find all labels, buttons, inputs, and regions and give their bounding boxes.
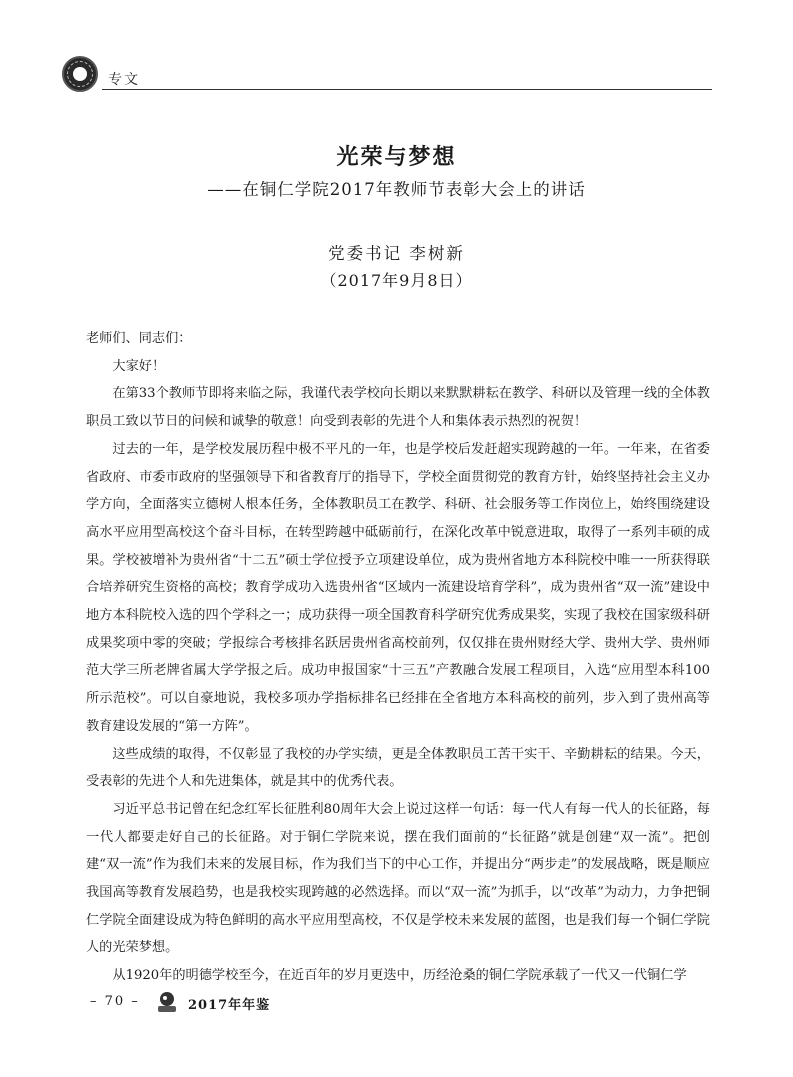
- paragraph: 大家好！: [112, 358, 166, 374]
- paragraph: 这些成绩的取得，不仅彰显了我校的办学实绩，更是全体教职员工苦干实干、辛勤耕耘的结果。今天，受表彰的先进个人和先进集体，就是其中的优秀代表。: [86, 746, 710, 790]
- page-footer: [90, 990, 390, 1020]
- page-number: – 70 –: [90, 994, 140, 1009]
- section-label: 专文: [108, 72, 140, 88]
- yearbook-label: 2017年年鉴: [188, 998, 271, 1013]
- paragraph: 习近平总书记曾在纪念红军长征胜利80周年大会上说过这样一句话：每一代人有每一代人的长征路，每一代人都要走好自己的长征路。对于铜仁学院来说，摆在我们面前的“长征路”就是创建“双一流”。把创建“双一流”作为我们未来的发展目标，作为我们当下的中心工作，并提出分“两步走”的发展战略，既是顺应我国高等教育发展趋势，也是我校实现跨越的必然选择。而以“双一流”为抓手，以“改革”为动力，力争把铜仁学院全面建设成为特色鲜明的高水平应用型高校，不仅是学校未来发展的蓝图，也是我们每一个铜仁学院人的光荣梦想。: [86, 801, 710, 956]
- page-header: [62, 56, 712, 96]
- mascot-icon: [154, 990, 180, 1014]
- paragraph: 在第33个教师节即将来临之际，我谨代表学校向长期以来默默耕耘在教学、科研以及管理一线的全体教职员工致以节日的问候和诚挚的敬意！向受到表彰的先进个人和集体表示热烈的祝贺！: [86, 386, 710, 430]
- paragraph: 从1920年的明德学校至今，在近百年的岁月更迭中，历经沧桑的铜仁学院承载了一代又一代铜仁学: [112, 968, 687, 984]
- header-rule: [102, 89, 712, 90]
- article-body: [86, 325, 710, 990]
- article-title: 光荣与梦想: [336, 144, 457, 170]
- article-date: （2017年9月8日）: [320, 271, 473, 290]
- university-logo-icon: [62, 56, 98, 92]
- article-subtitle: ——在铜仁学院2017年教师节表彰大会上的讲话: [207, 180, 586, 199]
- salutation: 老师们、同志们：: [86, 331, 192, 346]
- paragraph: 过去的一年，是学校发展历程中极不平凡的一年，也是学校后发赶超实现跨越的一年。一年来，在省委省政府、市委市政府的坚强领导下和省教育厅的指导下，学校全面贯彻党的教育方针，始终坚持社会主义办学方向，全面落实立德树人根本任务，全体教职员工在教学、科研、社会服务等工作岗位上，始终围绕建设高水平应用型高校这个奋斗目标，在转型跨越中砥砺前行，在深化改革中锐意进取，取得了一系列丰硕的成果。学校被增补为贵州省“十二五”硕士学位授予立项建设单位，成为贵州省地方本科院校中唯一一所获得联合培养研究生资格的高校；教育学成功入选贵州省“区域内一流建设培育学科”，成为贵州省“双一流”建设中地方本科院校入选的四个学科之一；成功获得一项全国教育科学研究优秀成果奖，实现了我校在国家级科研成果奖项中零的突破；学报综合考核排名跃居贵州省高校前列，仅仅排在贵州财经大学、贵州大学、贵州师范大学三所老牌省属大学学报之后。成功申报国家“十三五”产教融合发展工程项目，入选“应用型本科100所示范校”。可以自豪地说，我校多项办学指标排名已经排在全省地方本科高校的前列，步入到了贵州高等教育建设发展的“第一方阵”。: [86, 441, 710, 734]
- article-author: 党委书记 李树新: [328, 244, 465, 263]
